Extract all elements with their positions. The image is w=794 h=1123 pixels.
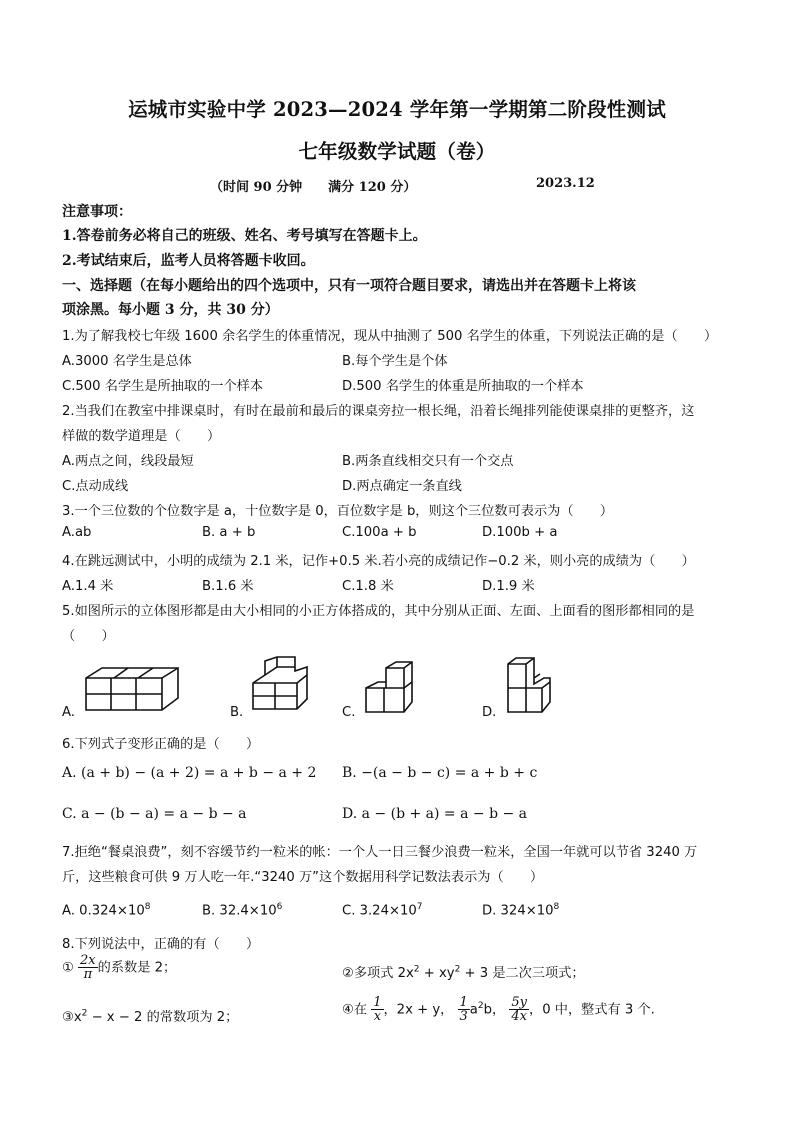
cube-figure-a <box>78 660 188 720</box>
question-4-option-c: C.1.8 米 <box>342 579 394 594</box>
question-1-stem: 1.为了解我校七年级 1600 余名学生的体重情况，现从中抽测了 500 名学生的体重，下列说法正确的是（ ） <box>62 329 718 344</box>
question-8-statement-2: ②多项式 $2x^2 + xy^2 + 3$ 是二次三项式； <box>342 964 585 981</box>
question-7-option-b: B. $32.4\times 10^6$ <box>202 902 283 919</box>
question-5-stem-line1: 5.如图所示的立体图形都是由大小相同的小正方体搭成的，其中分别从正面、左面、上面看的图形都相同的是 <box>62 604 695 619</box>
question-7-stem-line1: 7.拒绝“餐桌浪费”，刻不容缓节约一粒米的帐：一个人一日三餐少浪费一粒米，全国一年就可以节省 3240 万 <box>62 845 698 860</box>
question-6-stem: 6.下列式子变形正确的是（ ） <box>62 737 260 752</box>
question-4-option-d: D.1.9 米 <box>482 579 535 594</box>
question-6-option-b: B. −(a − b − c) = a + b + c <box>342 765 538 781</box>
question-3-option-d: D.100b + a <box>482 525 558 540</box>
question-2-option-a: A.两点之间，线段最短 <box>62 454 194 469</box>
note-item-2: 2.考试结束后，监考人员将答题卡收回。 <box>62 253 315 269</box>
question-3-stem: 3.一个三位数的个位数字是 a，十位数字是 0，百位数字是 b，则这个三位数可表示为（ ） <box>62 504 614 519</box>
question-2-option-b: B.两条直线相交只有一个交点 <box>342 454 514 469</box>
question-7-option-d: D. $324\times 10^8$ <box>482 902 560 919</box>
question-3-option-a: A.ab <box>62 525 92 540</box>
question-1-option-c: C.500 名学生是所抽取的一个样本 <box>62 379 264 394</box>
question-2-stem-line2: 样做的数学道理是（ ） <box>62 429 221 444</box>
question-6-option-c: C. a − (b − a) = a − b − a <box>62 806 247 822</box>
exam-date: 2023.12 <box>536 176 595 191</box>
question-1-option-d: D.500 名学生的体重是所抽取的一个样本 <box>342 379 584 394</box>
exam-title: 运城市实验中学 2023—2024 学年第一学期第二阶段性测试 <box>128 98 666 121</box>
question-1-option-a: A.3000 名学生是总体 <box>62 354 192 369</box>
question-5-option-a: A. <box>62 705 75 720</box>
time-info: （时间 90 分钟 满分 120 分） <box>210 180 417 195</box>
cube-figure-c <box>358 658 418 716</box>
question-5-option-c: C. <box>342 705 356 720</box>
question-7-option-c: C. $3.24\times 10^7$ <box>342 902 423 919</box>
section-heading-line1: 一、选择题（在每小题给出的四个选项中，只有一项符合题目要求，请选出并在答题卡上将该 <box>62 278 636 294</box>
question-4-stem: 4.在跳远测试中，小明的成绩为 2.1 米，记作+0.5 米.若小亮的成绩记作−0.2 米，则小亮的成绩为（ ） <box>62 554 695 569</box>
question-2-option-c: C.点动成线 <box>62 479 129 494</box>
section-heading-line2: 项涂黑。每小题 3 分，共 30 分） <box>62 302 279 318</box>
question-4-option-a: A.1.4 米 <box>62 579 114 594</box>
question-8-statement-1: ① $\frac{2x}{\pi}$ 的系数是 2； <box>62 953 177 982</box>
question-8-statement-4: ④在 $\frac{1}{x}$ ，2x + y， $\frac{1}{3}$ $a^2b$， $\frac{5y}{4x}$ ，0 中，整式有 3 个. <box>342 995 655 1024</box>
question-7-option-a: A. $0.324\times 10^8$ <box>62 902 151 919</box>
question-2-stem-line1: 2.当我们在教室中排课桌时，有时在最前和最后的课桌旁拉一根长绳，沿着长绳排列能使课桌排的更整齐，这 <box>62 404 695 419</box>
question-3-option-c: C.100a + b <box>342 525 417 540</box>
question-8-statement-3: $③x^2 - x - 2$ 的常数项为 2； <box>62 1008 239 1025</box>
exam-subtitle: 七年级数学试题（卷） <box>298 140 496 163</box>
question-5-option-b: B. <box>230 705 244 720</box>
question-6-option-d: D. a − (b + a) = a − b − a <box>342 806 528 822</box>
question-5-option-d: D. <box>482 705 497 720</box>
question-4-option-b: B.1.6 米 <box>202 579 254 594</box>
question-7-stem-line2: 斤，这些粮食可供 9 万人吃一年.“3240 万”这个数据用科学记数法表示为（ ） <box>62 870 544 885</box>
question-1-option-b: B.每个学生是个体 <box>342 354 448 369</box>
question-5-stem-line2: （ ） <box>62 629 115 644</box>
notes-heading: 注意事项： <box>62 204 132 220</box>
question-3-option-b: B. a + b <box>202 525 256 540</box>
cube-figure-d <box>500 652 556 718</box>
question-8-stem: 8.下列说法中，正确的有（ ） <box>62 937 260 952</box>
note-item-1: 1.答卷前务必将自己的班级、姓名、考号填写在答题卡上。 <box>62 228 427 244</box>
question-6-option-a: A. (a + b) − (a + 2) = a + b − a + 2 <box>62 765 317 781</box>
question-2-option-d: D.两点确定一条直线 <box>342 479 462 494</box>
cube-figure-b <box>245 655 315 717</box>
